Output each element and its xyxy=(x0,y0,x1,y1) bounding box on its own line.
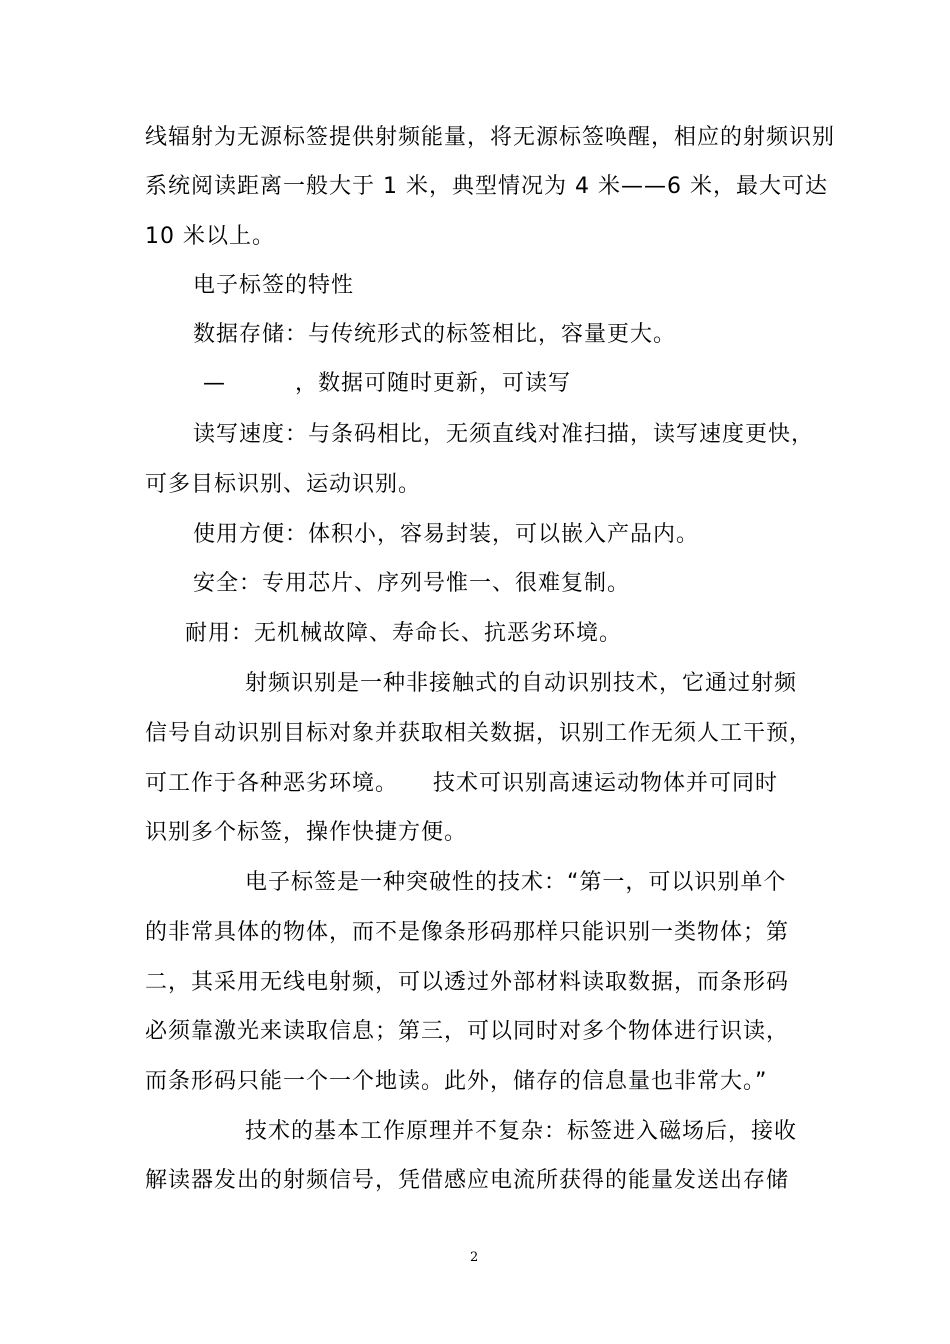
text-line: 可工作于各种恶劣环境。 技术可识别高速运动物体并可同时 xyxy=(145,771,779,796)
text-line: 射频识别是一种非接触式的自动识别技术，它通过射频 xyxy=(245,671,798,696)
text-line: 系统阅读距离一般大于 1 米，典型情况为 4 米——6 米，最大可达 xyxy=(145,174,828,199)
section-heading: 电子标签的特性 xyxy=(193,273,355,298)
text-line: 而条形码只能一个一个地读。此外，储存的信息量也非常大。” xyxy=(145,1069,768,1094)
text-line: 电子标签是一种突破性的技术：“第一，可以识别单个 xyxy=(245,870,787,895)
text-line: 信号自动识别目标对象并获取相关数据，识别工作无须人工干预， xyxy=(145,721,813,746)
text-line: 可多目标识别、运动识别。 xyxy=(145,472,422,497)
text-line: 数据存储：与传统形式的标签相比，容量更大。 xyxy=(193,322,677,347)
text-line: 耐用：无机械故障、寿命长、抗恶劣环境。 xyxy=(185,621,623,646)
text-line: 识别多个标签，操作快捷方便。 xyxy=(145,820,468,845)
text-line: 的非常具体的物体，而不是像条形码那样只能识别一类物体；第 xyxy=(145,920,790,945)
text-line: 解读器发出的射频信号，凭借感应电流所获得的能量发送出存储 xyxy=(145,1168,790,1193)
text-line: 10 米以上。 xyxy=(145,224,275,249)
page-number: 2 xyxy=(470,1250,479,1265)
text-line: 技术的基本工作原理并不复杂：标签进入磁场后，接收 xyxy=(245,1119,798,1144)
text-line: 必须靠激光来读取信息；第三，可以同时对多个物体进行识读， xyxy=(145,1019,790,1044)
text-line: 读写速度：与条码相比，无须直线对准扫描，读写速度更快， xyxy=(193,422,815,447)
text-line: 二，其采用无线电射频，可以透过外部材料读取数据，而条形码 xyxy=(145,970,790,995)
text-line: 安全：专用芯片、序列号惟一、很难复制。 xyxy=(193,571,631,596)
text-line: 使用方便：体积小，容易封装，可以嵌入产品内。 xyxy=(193,522,700,547)
text-line: — ，数据可随时更新，可读写 xyxy=(203,371,572,396)
text-line: 线辐射为无源标签提供射频能量，将无源标签唤醒，相应的射频识别 xyxy=(145,125,836,150)
